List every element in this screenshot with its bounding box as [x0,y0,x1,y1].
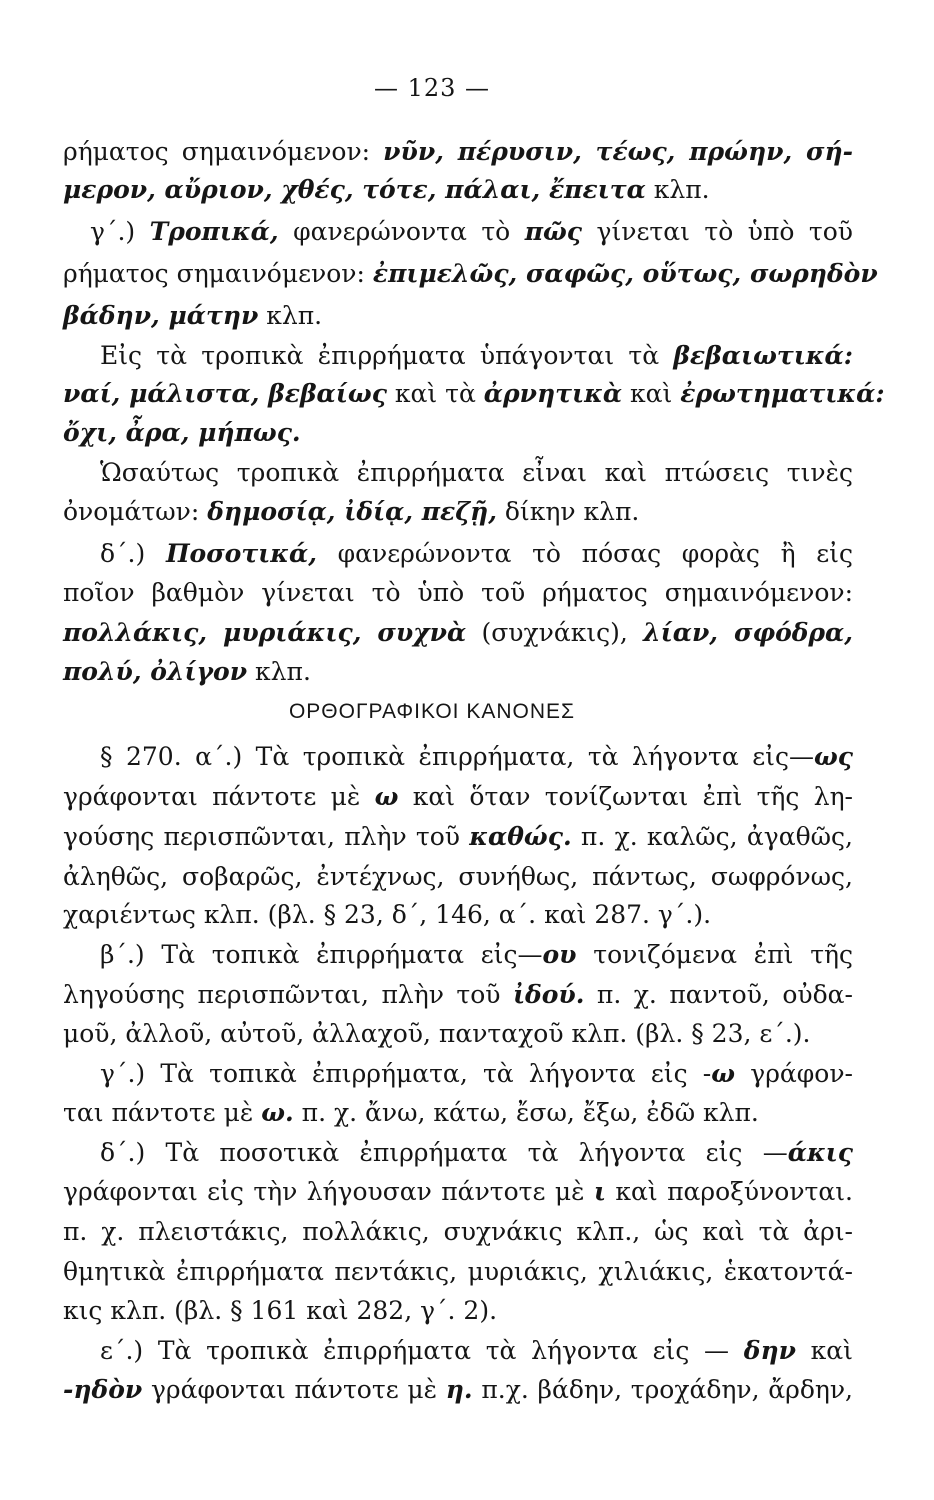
emphasized-term: ω [711,1059,736,1088]
text-line-10 [63,493,853,531]
text-line-21 [63,976,853,1014]
emphasized-term: μερον, αὔριον, χθές, τότε, πάλαι, ἔπειτα [63,175,646,204]
text-run: γούσης περισπῶνται, πλὴν τοῦ [63,822,470,851]
text-run: π. χ. παντοῦ, οὐδα- [584,980,853,1009]
text-run: π. χ. καλῶς, ἀγαθῶς, [571,822,853,851]
text-line-12 [63,574,853,612]
text-line-28 [63,1253,853,1291]
text-line-30 [100,1332,853,1370]
text-run: δ΄.) Τὰ ποσοτικὰ ἐπιρρήματα τὰ λήγοντα εἰς — [100,1138,788,1167]
text-line-24 [63,1094,853,1132]
text-run: ποῖον βαθμὸν γίνεται τὸ ὑπὸ τοῦ ρήματος σημαινόμενον: [63,578,853,607]
text-run: γράφονται πάντοτε μὲ [142,1375,446,1404]
emphasized-term: Ποσοτικά, [165,539,317,568]
text-run: μοῦ, ἀλλοῦ, αὐτοῦ, ἀλλαχοῦ, πανταχοῦ κλπ. (βλ. § 23, ε΄.). [63,1019,811,1048]
text-run: ε΄.) Τὰ τροπικὰ ἐπιρρήματα τὰ λήγοντα εἰς — [100,1336,744,1365]
text-line-16 [63,778,853,816]
text-line-18 [63,858,853,896]
text-run: π. χ. πλειστάκις, πολλάκις, συχνάκις κλπ., ὡς καὶ τὰ ἀρι- [63,1217,853,1246]
text-line-23 [100,1055,853,1093]
text-run: Εἰς τὰ τροπικὰ ἐπιρρήματα ὑπάγονται τὰ [100,341,674,370]
text-line-26 [63,1173,853,1211]
text-line-27 [63,1213,853,1251]
text-run: Ὡσαύτως τροπικὰ ἐπιρρήματα εἶναι καὶ πτώσεις τινὲς [100,458,853,487]
emphasized-term: Τροπικά, [149,217,279,246]
emphasized-term: η. [445,1375,473,1404]
text-run: καὶ [795,1336,853,1365]
text-run: καὶ τὰ [386,379,484,408]
text-run: ρήματος σημαινόμενον: [63,259,373,288]
text-run: π.χ. βάδην, τροχάδην, ἄρδην, [472,1375,853,1404]
emphasized-term: βεβαιωτικά: [673,341,853,370]
text-line-4 [63,255,878,293]
text-line-13 [63,614,853,652]
text-line-29 [63,1292,853,1330]
text-run: ρήματος σημαινόμενον: [63,137,384,166]
text-line-2 [63,171,853,209]
text-run: καὶ παροξύνονται. [605,1177,854,1206]
emphasized-term: ἐπιμελῶς, σαφῶς, οὕτως, σωρηδὸν [372,259,878,288]
text-run: γράφον- [735,1059,853,1088]
page-number: — 123 — [373,74,491,102]
text-line-31 [63,1371,853,1409]
section-heading: ΟΡΘΟΓΡΑΦΙΚΟΙ ΚΑΝΟΝΕΣ [288,700,576,723]
text-line-11 [100,535,853,573]
emphasized-term: ἀρνητικὰ [483,379,623,408]
text-run: κλπ. [258,301,323,330]
text-run: ληγούσης περισπῶνται, πλὴν τοῦ [63,980,513,1009]
emphasized-term: ὄχι, ἆρα, μήπως. [63,418,301,447]
text-line-8 [63,414,853,452]
text-run: γράφονται πάντοτε μὲ [63,782,375,811]
emphasized-term: ου [542,940,577,969]
emphasized-term: δημοσίᾳ, ἰδίᾳ, πεζῇ, [207,497,497,526]
text-run: γ΄.) Τὰ τοπικὰ ἐπιρρήματα, τὰ λήγοντα εἰς - [100,1059,712,1088]
text-run: φανερώνοντα τὸ πόσας φορὰς ἢ εἰς [316,539,853,568]
text-run: β΄.) Τὰ τοπικὰ ἐπιρρήματα εἰς— [100,940,543,969]
text-line-6 [100,337,853,375]
text-line-3 [90,213,853,251]
text-run: γ΄.) [90,217,150,246]
text-line-9 [100,454,853,492]
text-line-22 [63,1015,853,1053]
emphasized-term: βάδην, μάτην [63,301,259,330]
text-line-14 [63,653,853,691]
emphasized-term: ως [813,742,853,771]
text-line-1 [63,133,853,171]
emphasized-term: δην [743,1336,796,1365]
text-run: δίκην κλπ. [496,497,640,526]
text-run: ὀνομάτων: [63,497,208,526]
text-line-19 [63,896,853,934]
emphasized-term: λίαν, σφόδρα, [643,618,853,647]
text-run: καὶ [622,379,681,408]
text-run: ἀληθῶς, σοβαρῶς, ἐντέχνως, συνήθως, πάντως, σωφρόνως, [63,862,853,891]
text-line-15 [100,738,853,776]
text-line-25 [100,1134,853,1172]
text-run: § 270. α΄.) Τὰ τροπικὰ ἐπιρρήματα, τὰ λήγοντα εἰς— [100,742,814,771]
text-run: καὶ ὅταν τονίζωνται ἐπὶ τῆς λη- [398,782,853,811]
text-run: χαριέντως κλπ. (βλ. § 23, δ΄, 146, α΄. καὶ 287. γ΄.). [63,900,712,929]
emphasized-term: άκις [787,1138,853,1167]
text-line-20 [100,936,853,974]
emphasized-term: ι [593,1177,606,1206]
text-run: φανερώνοντα τὸ [278,217,525,246]
text-line-17 [63,818,853,856]
text-run: κλπ. [645,175,710,204]
text-line-5 [63,297,853,335]
emphasized-term: ἰδού. [512,980,585,1009]
emphasized-term: ναί, μάλιστα, βεβαίως [63,379,387,408]
emphasized-term: ἐρωτηματικά: [680,379,885,408]
text-line-7 [63,375,885,413]
emphasized-term: πολύ, ὀλίγον [63,657,248,686]
text-run: π. χ. ἄνω, κάτω, ἔσω, ἔξω, ἐδῶ κλπ. [293,1098,759,1127]
text-run: (συχνάκις), [466,618,644,647]
emphasized-term: καθώς. [469,822,572,851]
emphasized-term: πῶς [524,217,583,246]
text-run: γίνεται τὸ ὑπὸ τοῦ [582,217,853,246]
emphasized-term: ω [374,782,399,811]
text-run: γράφονται εἰς τὴν λήγουσαν πάντοτε μὲ [63,1177,594,1206]
emphasized-term: πολλάκις, μυριάκις, συχνὰ [63,618,467,647]
text-run: τονιζόμενα ἐπὶ τῆς [576,940,854,969]
text-run: θμητικὰ ἐπιρρήματα πεντάκις, μυριάκις, χιλιάκις, ἑκατοντά- [63,1257,853,1286]
text-run: ται πάντοτε μὲ [63,1098,262,1127]
text-run: κις κλπ. (βλ. § 161 καὶ 282, γ΄. 2). [63,1296,498,1325]
emphasized-term: ω. [261,1098,294,1127]
emphasized-term: νῦν, πέρυσιν, τέως, πρώην, σή- [383,137,853,166]
text-run: δ΄.) [100,539,166,568]
emphasized-term: -ηδὸν [63,1375,143,1404]
text-run: κλπ. [247,657,311,686]
